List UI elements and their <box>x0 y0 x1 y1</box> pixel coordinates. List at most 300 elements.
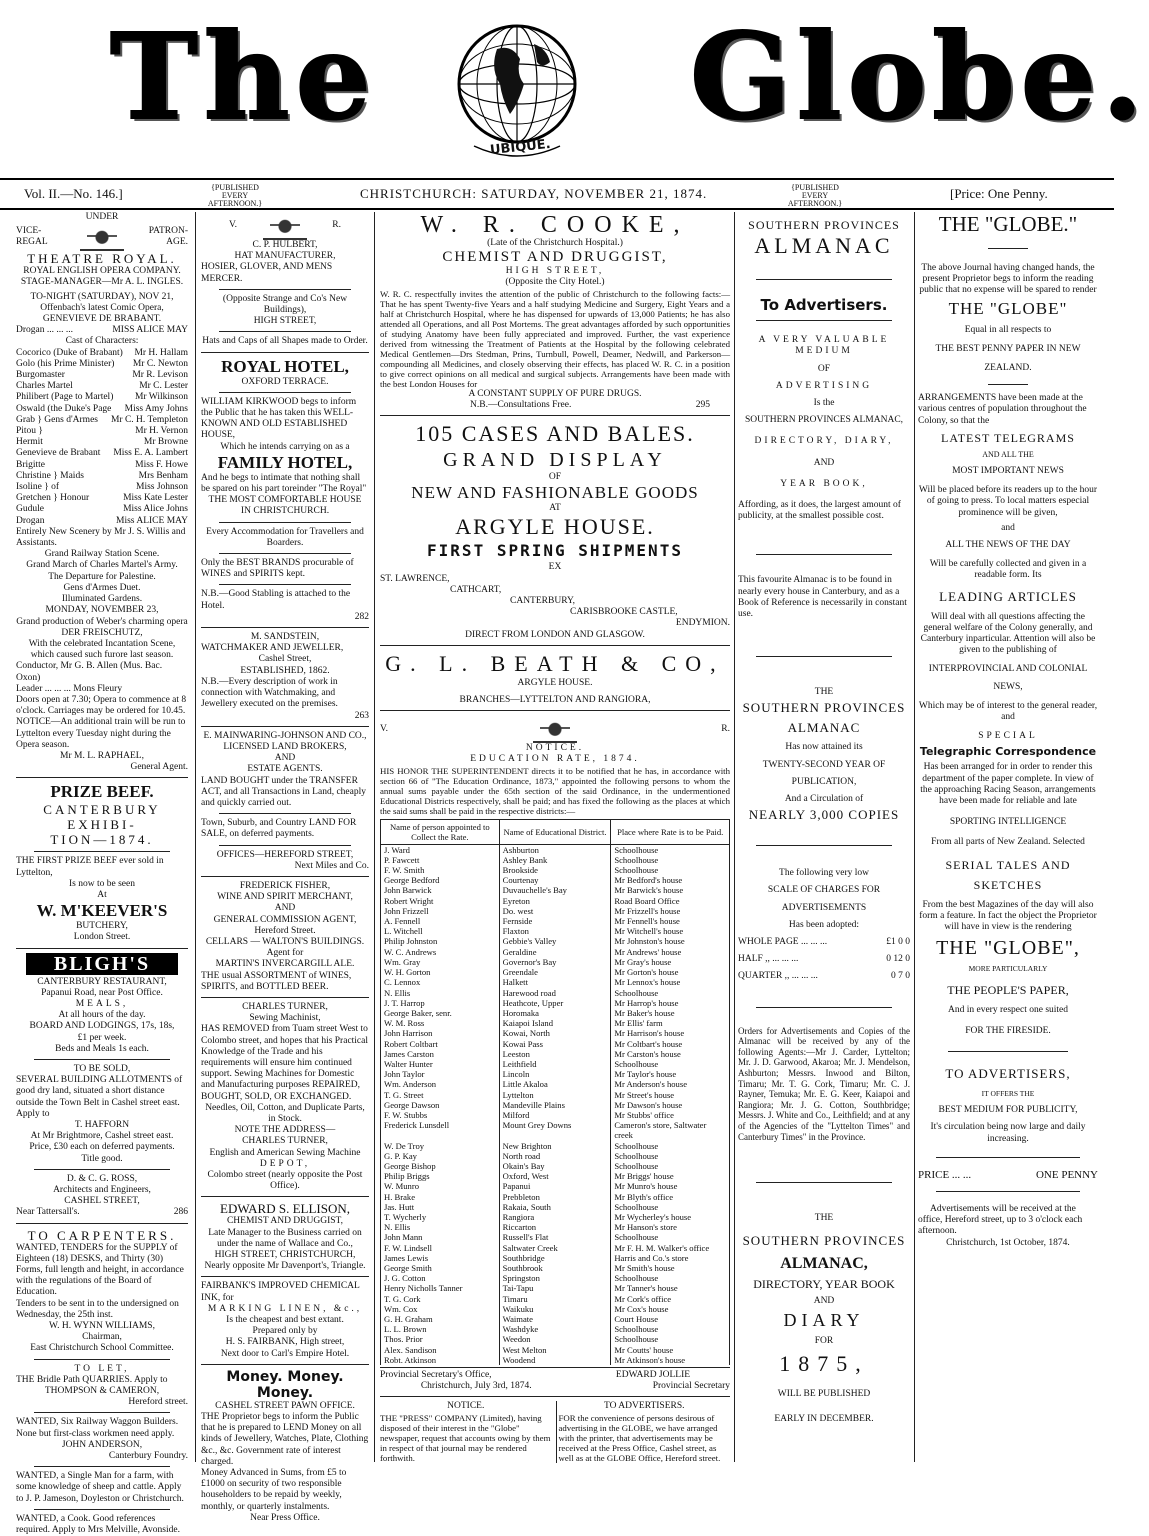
district-name: Fernside <box>499 916 611 926</box>
payment-place: Schoolhouse <box>611 1232 730 1242</box>
divider <box>201 876 369 877</box>
payment-place: Mr Barwick's house <box>611 885 730 895</box>
advertising: ADVERTISING <box>775 380 873 391</box>
cast-role: Genevieve de Brabant <box>16 448 101 459</box>
district-name: North road <box>499 1151 611 1161</box>
duet: Gens d'Armes Duet. <box>63 582 141 593</box>
payment-place: Schoolhouse <box>611 855 730 865</box>
th-collector: Name of person appointed to Collect the Rate. <box>381 819 500 844</box>
payment-place: Schoolhouse <box>611 865 730 875</box>
payment-place: Mr Harrop's house <box>611 998 730 1008</box>
fisher-assortment: THE usual ASSORTMENT of WINES, SPIRITS, and BOTTLED BEER. <box>201 970 352 992</box>
collector-name: H. Brake <box>381 1192 500 1202</box>
cooke-supply: A CONSTANT SUPPLY OF PURE DRUGS. <box>468 388 642 399</box>
table-row <box>381 1243 730 1253</box>
circulation-increasing: It's circulation being now large and daily increasing. <box>930 1122 1086 1144</box>
cast-actor: Miss F. Howe <box>135 459 188 470</box>
payment-place: Mr Blyth's office <box>611 1192 730 1202</box>
collector-name: L. Witchell <box>381 926 500 936</box>
payment-place: Schoolhouse <box>611 1151 730 1161</box>
grand-display: GRAND DISPLAY <box>443 449 667 472</box>
table-row <box>381 1171 730 1181</box>
cooke-footer <box>380 400 730 411</box>
ellison-title: CHEMIST AND DRUGGIST, <box>226 1216 344 1227</box>
cast-actor: Miss Alice Johns <box>123 504 188 515</box>
cooke-number: 295 <box>695 399 710 410</box>
column-1 <box>16 212 188 1536</box>
table-row <box>381 1304 730 1314</box>
the-label: THE <box>814 687 834 698</box>
collector-name: John Mann <box>381 1232 500 1242</box>
royal-terrace: OXFORD TERRACE. <box>241 376 329 387</box>
leader: Leader ... ... ... Mons Fleury <box>16 683 123 694</box>
to-let-name: THOMPSON & CAMERON, <box>44 1386 160 1397</box>
ex-label: EX <box>548 562 562 573</box>
collector-name: W. De Troy <box>381 1141 500 1151</box>
cast-role: Drogan ... ... ... <box>16 325 73 336</box>
payment-place: Schoolhouse <box>611 844 730 855</box>
royal-crest-icon <box>533 715 577 743</box>
arrangements: ARRANGEMENTS have been made at the various centres of population throughout the Colony, so that the <box>918 393 1087 426</box>
district-name: Governor's Bay <box>499 957 611 967</box>
rate-table-body <box>381 844 730 1365</box>
hulbert-street: HIGH STREET, <box>253 316 317 327</box>
interprovincial: INTERPROVINCIAL AND COLONIAL <box>928 664 1088 675</box>
cast-row <box>16 392 188 403</box>
turner-name: CHARLES TURNER, <box>242 1001 328 1012</box>
advertisers-notice-text: FOR the convenience of persons desirous of advertising in the GLOBE, we have arranged with the printer, that advertisements may be received at the Press Office, Cashel street, as well as at the GLOBE Office, Hereford street. <box>558 1412 721 1463</box>
collector-name: John Taylor <box>381 1069 500 1079</box>
fisher-ale: MARTIN'S INVERCARGILL ALE. <box>215 959 355 970</box>
table-row <box>381 926 730 936</box>
table-row <box>381 906 730 916</box>
blighs-sub: CANTERBURY RESTAURANT, <box>37 976 167 987</box>
year-book: YEAR BOOK, <box>780 478 868 489</box>
charges-list <box>738 937 910 983</box>
collector-name: N. Ellis <box>381 988 500 998</box>
charge-row <box>738 954 910 965</box>
divider <box>936 1191 1080 1192</box>
divider <box>219 331 351 332</box>
ross-title: Architects and Engineers, <box>53 1185 151 1196</box>
to-be-sold-text: SEVERAL BUILDING ALLOTMENTS of good dry land, situated a short distance outside the Town Belt in Cashel street east. Apply to <box>16 1075 183 1119</box>
adopted: Has been adopted: <box>788 919 860 930</box>
collector-name: James Carston <box>381 1049 500 1059</box>
and-all-the: AND ALL THE <box>982 449 1034 459</box>
theatre-title: THEATRE ROYAL. <box>27 251 177 267</box>
royal-hopes: And he begs to intimate that nothing shall be spared on his part toreinder "The Royal" <box>201 472 367 495</box>
collector-name: George Bedford <box>381 875 500 885</box>
cast-list <box>16 325 188 527</box>
beef-text: THE FIRST PRIZE BEEF ever sold in Lyttelton, <box>16 856 164 878</box>
dateline-bar <box>0 178 1114 210</box>
table-row <box>381 1294 730 1304</box>
weber: Grand production of Weber's charming opera <box>16 616 188 627</box>
table-row <box>381 1192 730 1202</box>
payment-place: Mr Andrews' house <box>611 947 730 957</box>
divider <box>201 1276 369 1277</box>
southern-provinces-3: SOUTHERN PROVINCES <box>742 1233 906 1249</box>
directory-year-book: DIRECTORY, YEAR BOOK <box>753 1277 895 1292</box>
conductor: Conductor, Mr G. B. Allen (Mus. Bac. Oxon) <box>16 661 163 683</box>
cast-role: Gudule <box>16 504 44 515</box>
cast-row <box>16 448 188 459</box>
news-label: NEWS, <box>993 681 1023 692</box>
district-name: Okain's Bay <box>499 1161 611 1171</box>
cast-actor: Mr C. H. Templeton <box>110 414 188 425</box>
collector-name: Wm. Gray <box>381 957 500 967</box>
best-magazines: From the best Magazines of the day will also form a feature. In fact the object the Proprietor will have in view is the rendering <box>919 899 1097 933</box>
at-label: AT <box>549 503 561 514</box>
fisher-title: WINE AND SPIRIT MERCHANT, <box>217 892 353 903</box>
freischutz: DER FREISCHUTZ, <box>61 627 143 638</box>
payment-place: Mr Munro's house <box>611 1181 730 1191</box>
direct-from: DIRECT FROM LONDON AND GLASGOW. <box>465 629 645 640</box>
cast-role: Christine } Maids <box>16 470 84 481</box>
divider <box>756 845 892 846</box>
divider <box>219 845 351 846</box>
collector-name: F. W. Smith <box>381 865 500 875</box>
in-christchurch: IN CHRISTCHURCH. <box>240 506 330 517</box>
very-valuable: A VERY VALUABLE MEDIUM <box>758 335 890 357</box>
fairbank-name: H. S. FAIRBANK, High street, <box>225 1337 345 1348</box>
divider <box>34 1466 170 1467</box>
collector-name: T. G. Cork <box>381 1294 500 1304</box>
all-news: ALL THE NEWS OF THE DAY <box>945 540 1071 551</box>
royal-crest-icon <box>263 212 307 240</box>
table-row <box>381 885 730 895</box>
payment-place: Schoolhouse <box>611 1141 730 1151</box>
globe-title: THE "GLOBE." <box>938 212 1078 236</box>
table-row <box>381 1222 730 1232</box>
collector-name: W. Munro <box>381 1181 500 1191</box>
cast-role: Oswald (the Duke's Page <box>16 403 112 414</box>
cast-role: Hermit <box>16 437 43 448</box>
favourite-almanac: This favourite Almanac is to be found in nearly every house in Canterbury, and as a Book of Reference is necessarily in constant use. <box>738 575 907 620</box>
table-row <box>381 1345 730 1355</box>
collector-name: Philip Briggs <box>381 1171 500 1181</box>
cast-role: Charles Martel <box>16 381 73 392</box>
adverts-received: Advertisements will be received at the office, Hereford street, up to 3 o'clock each afternoon. <box>918 1203 1083 1237</box>
published-every-left: {PUBLISHED EVERY AFTERNOON.} <box>207 183 263 208</box>
turner-needles: Needles, Oil, Cotton, and Duplicate Parts, in Stock. <box>205 1102 365 1124</box>
collector-name: T. Wycherly <box>381 1212 500 1222</box>
bottom-notices <box>380 1401 730 1462</box>
collector-name: Alex. Sandison <box>381 1345 500 1355</box>
payment-place: Schoolhouse <box>611 1161 730 1171</box>
almanac-3: ALMANAC, <box>780 1255 868 1273</box>
cast-actor: Mr Wilkinson <box>134 392 188 403</box>
cooke-nb: N.B.—Consultations Free. <box>470 399 572 410</box>
payment-place: Mr Taylor's house <box>611 1069 730 1079</box>
district-name: Waimate <box>499 1314 611 1324</box>
cast-actor: Mrs Benham <box>138 470 188 481</box>
column-rule <box>734 212 735 1462</box>
district-name: Ashburton <box>499 844 611 855</box>
collector-name: Wm. Cox <box>381 1304 500 1314</box>
collector-name: Robert Coltbart <box>381 1039 500 1049</box>
ellison-street: HIGH STREET, CHRISTCHURCH, <box>214 1250 356 1261</box>
hulbert-opp: (Opposite Strange and Co's New Buildings), <box>222 293 348 316</box>
patronage-under: UNDER <box>85 212 119 222</box>
district-name: Harewood road <box>499 988 611 998</box>
sp-almanac: SOUTHERN PROVINCES ALMANAC, <box>744 415 904 426</box>
district-name: Courtenay <box>499 875 611 885</box>
district-name: Russell's Flat <box>499 1232 611 1242</box>
district-name: Riccarton <box>499 1222 611 1232</box>
district-name: Timaru <box>499 1294 611 1304</box>
cooke-late: (Late of the Christchurch Hospital.) <box>487 238 623 248</box>
accommodation: Every Accommodation for Travellers and Boarders. <box>206 526 364 548</box>
district-name: Kowai Pass <box>499 1039 611 1049</box>
collector-name: W. M. Ross <box>381 1018 500 1028</box>
collector-name: T. G. Street <box>381 1090 500 1100</box>
cast-row <box>16 504 188 515</box>
divider <box>16 1223 188 1224</box>
mainwaring-offices: OFFICES—HEREFORD STREET, <box>216 849 354 860</box>
copies: NEARLY 3,000 COPIES <box>748 807 900 823</box>
for-label: FOR <box>814 1335 834 1346</box>
scale-charges: SCALE OF CHARGES FOR <box>767 885 881 896</box>
railway-foundry: Canterbury Foundry. <box>108 1451 188 1462</box>
district-name: Halkett <box>499 977 611 987</box>
table-row <box>381 998 730 1008</box>
hulbert-title: HAT MANUFACTURER, <box>234 251 336 262</box>
collector-name: John Frizzell <box>381 906 500 916</box>
carpenters-committee: East Christchurch School Committee. <box>30 1343 174 1354</box>
almanac-2: ALMANAC <box>787 720 861 736</box>
stage-manager: STAGE-MANAGER—Mr A. L. INGLES. <box>20 277 184 288</box>
secretary-signature <box>576 1370 730 1392</box>
will-be-published: WILL BE PUBLISHED <box>777 1388 871 1399</box>
divider <box>219 392 351 393</box>
fisher-cellars: CELLARS — WALTON'S BUILDINGS. <box>205 936 365 947</box>
divider <box>201 352 369 353</box>
masthead <box>0 0 1149 178</box>
comfortable: THE MOST COMFORTABLE HOUSE <box>208 495 362 506</box>
mkeever-name: W. M'KEEVER'S <box>36 901 168 921</box>
cast-row <box>16 516 188 527</box>
is-the: Is the <box>813 398 835 409</box>
payment-place: Road Board Office <box>611 896 730 906</box>
ross-street: CASHEL STREET, <box>64 1196 140 1207</box>
cooke-street: HIGH STREET, <box>505 266 605 277</box>
opera-title: GENEVIEVE DE BRABANT. <box>42 314 162 325</box>
crest-r: R. <box>721 723 730 734</box>
payment-place: Schoolhouse <box>611 1202 730 1212</box>
exhibition-line2: TION—1874. <box>50 832 154 848</box>
mainwaring-name: E. MAINWARING-JOHNSON AND CO., <box>203 730 367 741</box>
special: SPECIAL <box>978 731 1038 742</box>
collector-name: N. Ellis <box>381 1222 500 1232</box>
carpenters-chair: Chairman, <box>82 1332 122 1343</box>
carpenters-tenders: Tenders to be sent in to the undersigned on Wednesday, the 25th inst. <box>16 1298 179 1320</box>
district-name: Mandeville Plains <box>499 1100 611 1110</box>
district-name: Milford <box>499 1110 611 1120</box>
cases-bales: 105 CASES AND BALES. <box>415 421 695 447</box>
cast-row <box>16 426 188 437</box>
twenty-second: TWENTY-SECOND YEAR OF <box>762 759 886 770</box>
sold-name: T. HAFFORN <box>74 1120 130 1130</box>
payment-place: Mr F. H. M. Walker's office <box>611 1243 730 1253</box>
table-row <box>381 1161 730 1171</box>
table-row <box>381 1110 730 1120</box>
collector-name: Wm. Anderson <box>381 1079 500 1089</box>
latest-telegrams: LATEST TELEGRAMS <box>941 430 1075 445</box>
district-name: Papanui <box>499 1181 611 1191</box>
table-row <box>381 1283 730 1293</box>
fairbank-next: Next door to Carl's Empire Hotel. <box>220 1348 350 1359</box>
royal-which: Which he intends carrying on as a <box>220 441 350 452</box>
th-place: Place where Rate is to be Paid. <box>611 819 730 844</box>
turner-depot-pre: English and American Sewing Machine <box>209 1147 361 1158</box>
patronage-right: PATRON-AGE. <box>148 226 188 248</box>
cast-row <box>16 415 188 426</box>
table-row <box>381 1151 730 1161</box>
charge-row <box>738 937 910 948</box>
ship-name: CANTERBURY, <box>510 596 576 607</box>
payment-place: Mr Gray's house <box>611 957 730 967</box>
sandstein-text: WATCHMAKER AND JEWELLER, <box>201 643 344 654</box>
cast-role: Isoline } of <box>16 482 60 493</box>
district-name: Southbrook <box>499 1263 611 1273</box>
brands: Only the BEST BRANDS procurable of WINES and SPIRITS kept. <box>201 558 354 580</box>
column-5 <box>918 212 1098 1462</box>
collector-name: Jas. Hutt <box>381 1202 500 1212</box>
gardens: Illuminated Gardens. <box>61 594 143 605</box>
table-row <box>381 957 730 967</box>
published-every-right: {PUBLISHED EVERY AFTERNOON.} <box>787 183 843 208</box>
notice-crest <box>380 715 730 743</box>
prize-beef-title: PRIZE BEEF. <box>50 782 154 802</box>
divider <box>219 522 351 523</box>
fisher-general: GENERAL COMMISSION AGENT, <box>213 914 357 925</box>
beef-at: At <box>97 889 107 900</box>
district-name: Geraldine <box>499 947 611 957</box>
sandstein-established: ESTABLISHED, 1862. <box>240 665 330 676</box>
divider <box>16 777 188 778</box>
collector-name: C. Lennox <box>381 977 500 987</box>
secretary-date: Christchurch, July 3rd, 1874. <box>420 1381 532 1392</box>
ship-name: ST. LAWRENCE, <box>380 573 450 584</box>
column-2 <box>201 212 369 1523</box>
divider <box>201 726 369 727</box>
payment-place: Mr Cox's house <box>611 1304 730 1314</box>
district-name: Woodend <box>499 1355 611 1365</box>
butchery: BUTCHERY, <box>76 921 128 932</box>
orders-agents: Orders for Advertisements and Copies of the Almanac will be received by any of the following Agents:—Mr J. Carder, Lyttelton; Mr. J. D. Garwood, Akaroa; Mr. J. Mendelson, Ashburton; Messrs. Inwood and Bilton, Timaru; Mr. T. G. Cork, Timaru; Mr. C. J. Rayner, Temuka; Mr. E. G. Keer, Kaiapoi and Rangiora; Mr. J. G. Cotton, Southbridge; Messrs. J. White and Co., Leithfield; and at any of the Agencies of the "Lyttelton Times" and Canterbury Times" in the Province. <box>738 1025 910 1142</box>
collector-name: L. L. Brown <box>381 1324 500 1334</box>
cast-row <box>16 482 188 493</box>
collector-name: J. G. Cotton <box>381 1273 500 1283</box>
board: BOARD AND LODGINGS, 17s, 18s, <box>29 1021 175 1032</box>
collector-name: P. Fawcett <box>381 855 500 865</box>
turner-name-2: CHARLES TURNER, <box>242 1136 328 1147</box>
masthead-title-left: The <box>110 7 377 146</box>
divider <box>16 948 188 949</box>
fairbank-cheap: Is the cheapest and best extant. <box>226 1315 344 1326</box>
scenery-note: Entirely New Scenery by Mr J. S. Willis and Assistants. <box>16 526 186 549</box>
serial-tales: SERIAL TALES AND <box>945 857 1071 872</box>
table-row <box>381 1069 730 1079</box>
secretary-title: Provincial Secretary <box>652 1381 730 1392</box>
royal-text: WILLIAM KIRKWOOD begs to inform the Public that he has taken this WELL-KNOWN AND OLD ESTABLISHED HOUSE, <box>201 396 357 441</box>
cast-actor: Miss Kate Lester <box>123 493 188 504</box>
collector-name: W. C. Andrews <box>381 947 500 957</box>
district-name: Oxford, West <box>499 1171 611 1181</box>
district-name: Rakaia, South <box>499 1202 611 1212</box>
divider <box>756 1007 892 1008</box>
sold-addr: At Mr Brightmore, Cashel street east. <box>30 1131 174 1142</box>
royal-crest-icon <box>80 223 124 251</box>
divider <box>756 279 892 280</box>
table-row <box>381 844 730 855</box>
all-parts: From all parts of New Zealand. Selected <box>931 836 1085 847</box>
fireside: FOR THE FIRESIDE. <box>965 1025 1051 1036</box>
blighs-addr: Papanui Road, near Post Office. <box>41 987 163 998</box>
cast-actor: Mr C. Lester <box>139 381 188 392</box>
mainwaring-title: LICENSED LAND BROKERS, <box>223 741 347 752</box>
cast-role: Golo (his Prime Minister) <box>16 358 115 369</box>
table-row <box>381 1049 730 1059</box>
ellison-nearly: Nearly opposite Mr Davenport's, Triangle. <box>204 1261 366 1272</box>
directory-diary: DIRECTORY, DIARY, <box>754 436 894 447</box>
charge-price: 0 7 0 <box>891 971 910 982</box>
price-row <box>918 1170 1098 1181</box>
district-name: West Melton <box>499 1345 611 1355</box>
globe-date: Christchurch, 1st October, 1874. <box>946 1237 1070 1248</box>
table-row <box>381 1334 730 1344</box>
exhibition-line1: CANTERBURY EXHIBI- <box>43 802 161 833</box>
table-row <box>381 1324 730 1334</box>
column-rule <box>914 212 915 1462</box>
cast-row <box>16 471 188 482</box>
cast-role: Gretchen } Honour <box>16 493 90 504</box>
table-row <box>381 1273 730 1283</box>
district-name: Prebbleton <box>499 1192 611 1202</box>
district-name: Lyttelton <box>499 1090 611 1100</box>
table-row <box>381 947 730 957</box>
payment-place: Schoolhouse <box>611 1324 730 1334</box>
charge-row <box>738 971 910 982</box>
cast-actor: Mr H. Vernon <box>135 426 188 437</box>
table-row <box>381 1232 730 1242</box>
to-be-sold-title: TO BE SOLD, <box>73 1063 131 1074</box>
family-hotel: FAMILY HOTEL, <box>217 452 353 472</box>
grand-march: Grand March of Charles Martel's Army. <box>26 560 178 571</box>
table-row <box>381 1253 730 1263</box>
divider <box>948 1051 1068 1052</box>
argyle-house: ARGYLE HOUSE. <box>455 514 655 540</box>
and-label-2: AND <box>813 1296 835 1307</box>
it-offers: IT OFFERS THE <box>981 1088 1035 1098</box>
payment-place: Mr Wycherley's house <box>611 1212 730 1222</box>
carpenters-text: WANTED, TENDERS for the SUPPLY of Eighteen (18) DESKS, and Thirty (30) Forms, full length and height, in accordance with the regulations of the Board of Education. <box>16 1242 184 1298</box>
cast-row <box>16 437 188 448</box>
payment-place: Mr Carston's house <box>611 1049 730 1059</box>
district-name: Ashley Bank <box>499 855 611 865</box>
payment-place: Cameron's store, Saltwater creek <box>611 1120 730 1140</box>
advertisers-notice-title: TO ADVERTISERS. <box>603 1401 685 1412</box>
district-name: Kowai, North <box>499 1028 611 1038</box>
to-let-title: TO LET, <box>74 1363 130 1374</box>
table-row <box>381 1090 730 1100</box>
royal-number: 282 <box>354 611 369 622</box>
table-row <box>381 1039 730 1049</box>
southern-provinces-2: SOUTHERN PROVINCES <box>742 700 906 716</box>
divider <box>219 553 351 554</box>
divider <box>988 248 1028 249</box>
